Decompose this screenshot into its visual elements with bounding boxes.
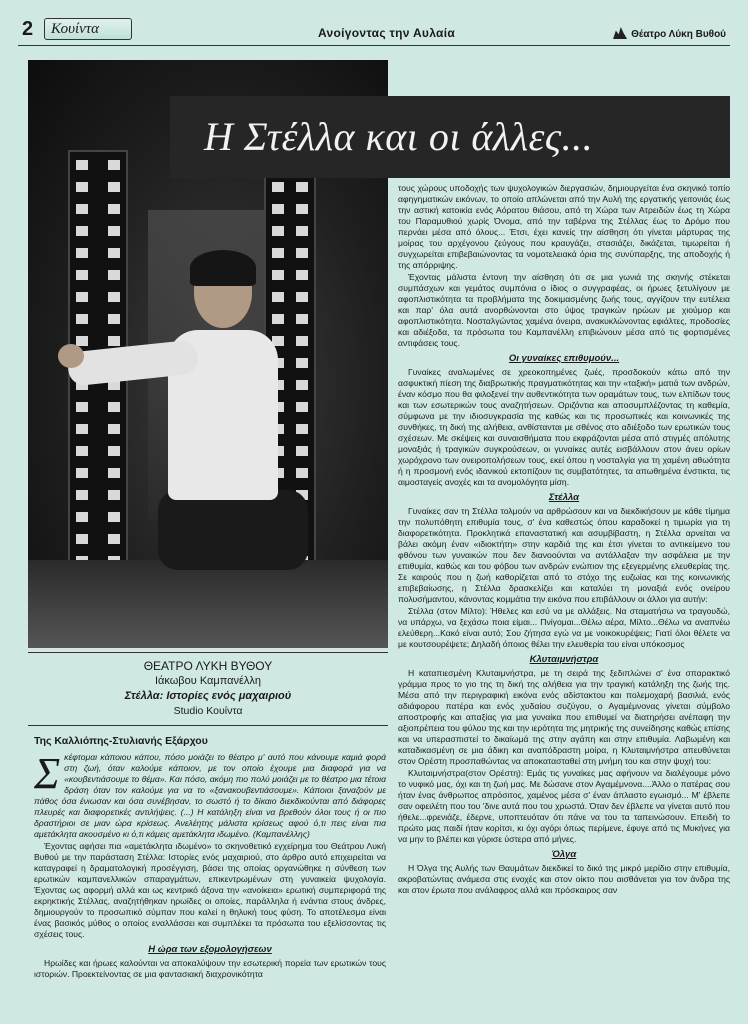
- subheading: Οι γυναίκες επιθυμούν...: [508, 353, 620, 364]
- film-perforation: [296, 336, 308, 346]
- actor-hair: [190, 250, 256, 286]
- film-perforation: [296, 358, 308, 368]
- film-perforation: [296, 402, 308, 412]
- film-perforation: [108, 336, 120, 346]
- film-perforation: [296, 314, 308, 324]
- actor-legs: [158, 490, 308, 570]
- film-perforation: [272, 270, 284, 280]
- quote-paragraph: Κλυταιμνήστρα(στον Ορέστη): Εμάς τις γυναίκες μας αφήνουν να διαλέγουμε μόνο το νυφικό μας, όχι και τη ζωή μας. Με δώσανε στον Αγαμέμνονα....Άλλο ο πατέρας σου ήταν ένας άνθρωπος απρόσιτος, χαμένος μέσα σ' έναν άπλαστο εγωισμό... Μ' έβλεπε σαν οφειλέτη που του 'δινε αυτά που του χρωστά. Όταν δεν έβλεπε να γίνεται αυτό που ήθελε...φρενιάζε, έδερνε, υποπτευόταν ότι πάνε να του τα ταπεινώσουν. Επειδή το πρώτο μας παιδί ήταν κορίτσι, κι όχι αγόρι όπως περίμενε, έφυγε από τις Μυκήνες για να μην το βλέπει και γύρισε ύστερα από μήνες.: [398, 768, 730, 844]
- film-perforation: [296, 424, 308, 434]
- film-perforation: [108, 270, 120, 280]
- credit-studio: Studio Κουίντα: [173, 705, 243, 717]
- theater-label: [613, 27, 726, 40]
- film-perforation: [76, 336, 88, 346]
- film-perforation: [272, 292, 284, 302]
- film-perforation: [296, 446, 308, 456]
- subheading: Κλυταιμνήστρα: [529, 654, 599, 665]
- film-perforation: [76, 314, 88, 324]
- film-perforation: [272, 182, 284, 192]
- quote-paragraph: Στέλλα (στον Μίλτο): Ήθελες και εσύ να με αλλάξεις. Να σταματήσω να τραγουδώ, να υπάρχω, να ξεχάσω ποια είμαι... Πνίγομαι...Θέλω αέρα, Μίλτο...Θέλω να αναπνέω ελεύθερη...Κακό είναι αυτό; Σου ζήτησα εγώ να με νοικοκυρέψεις; Γιατί όλοι θέλετε να με κουτσουρέψετε; Δηλαδή όποιος θέλει την ελευθερία του είναι υπόκοσμος: [398, 606, 730, 649]
- film-perforation: [108, 314, 120, 324]
- film-perforation: [108, 204, 120, 214]
- actor-hand: [58, 344, 84, 368]
- article-right-column: [398, 183, 730, 897]
- film-perforation: [76, 270, 88, 280]
- film-perforation: [272, 248, 284, 258]
- page-number: 2: [22, 18, 34, 40]
- paragraph: Έχοντας αφήσει πια «αμετάκλητα ιδωμένο» το σκηνοθετικό εγχείρημα του Θεάτρου Λυκή Βυθού με την παράσταση Στέλλα: Ιστορίες ενός μαχαιριού, στο άρθρο αυτό επιχειρείται να καταγραφεί η δραματολογική προσέγγιση, βάσει της οποίας οργανώθηκε η σύνθεση των ερωτικών καμπανελλικών σπαραγμάτων, επικεντρωμένων στη γυναικεία ψυχολογία. Έχοντας ως αφορμή αλλά και ως κεντρικό άξονα την «ανοίκεια» ερωτική συμπεριφορά της εκρηκτικής Στέλλας, αναζητήθηκαν ηρωίδες οι οποίες, παράλληλα ή ενάντια στους άνδρες, δημιουργούν το προσωπικό σύμπαν που καλεί η θηλυκή τους φύση. Το αποτέλεσμα είναι ένας βασικός μύθος ο οποίος εναλλάσσει και συμπλέκει τα πρόσωπα του εξελίσσοντας τις σχέσεις τους.: [34, 841, 386, 939]
- film-perforation: [76, 248, 88, 258]
- film-perforation: [296, 226, 308, 236]
- magazine-logo: Κουίντα: [44, 18, 132, 40]
- film-perforation: [296, 248, 308, 258]
- article-left-column: [34, 749, 386, 981]
- credit-theater: ΘΕΑΤΡΟ ΛΥΚΗ ΒΥΘΟΥ: [143, 659, 273, 673]
- paragraph: Η καταπιεσμένη Κλυταιμνήστρα, με τη σειρά της ξεδιπλώνει σ' ένα σπαρακτικό γράμμα προς το γιο της τη δική της αλήθεια για την τραγική κατάληξη της ζωής της. Μέσα από την περιγραφική εικόνα ενός αδίστακτου και πολεμοχαρή βασιλιά, ενός αδιάφορου πατέρα και ενός χυδαίου συζύγου, ο Αγαμέμνονας γίνεται σύμβολο αποστροφής και απαξίας για μια γυναίκα που επιθυμεί να διατηρήσει ανέπαφη την αξιοπρέπεια του φύλου της και την ιερότητα της μητρικής της συνείδησης καθώς επίσης και να υπερασπιστεί το δικαίωμά της στην αγάπη και στην επιθυμία. Λαβωμένη και καταδικασμένη σε μια άδικη και αναπόδραστη μοίρα, η Κλυταιμνήστρα απευθύνεται στον Ορέστη προσπαθώντας να αποκατασταθεί στη μνήμη του και στην ψυχή του:: [398, 668, 730, 766]
- film-perforation: [108, 424, 120, 434]
- credit-playwright: Ιάκωβου Καμπανέλλη: [154, 675, 262, 687]
- film-perforation: [272, 204, 284, 214]
- film-perforation: [76, 182, 88, 192]
- page-header: [18, 12, 730, 46]
- film-perforation: [108, 292, 120, 302]
- article-title: Η Στέλλα και οι άλλες...: [170, 96, 730, 178]
- intro-paragraph: [34, 749, 386, 840]
- film-perforation: [296, 380, 308, 390]
- film-perforation: [76, 160, 88, 170]
- film-perforation: [108, 182, 120, 192]
- film-perforation: [76, 468, 88, 478]
- subheading: Στέλλα: [548, 492, 580, 503]
- film-perforation: [108, 160, 120, 170]
- paragraph: τους χώρους υποδοχής των ψυχολογικών διεργασιών, δημιουργείται ένα σκηνικό τοπίο αφηγηματικών εικόνων, το οποίο απλώνεται από την Αυλή της εργατικής γειτονιάς έως την αστική κατοικία ενός Αόρατου θιάσου, από τη Χώρα των Ατρειδών έως τη Χώρα του Παραμυθιού χωρίς Όνομα, από την ταβέρνα της Στέλλας έως το Δρόμο που περνάει μέσα από όλους... Έτσι, έχει κανείς την αίσθηση ότι γίνεται μάρτυρας της μοίρας του αρχέγονου ζεύγους που κραυγάζει, στασιάζει, δικάζεται, τιμωρείται ή συγχωρείται επιβεβαιώνοντας τα νομοτελειακά όρια της συνύπαρξης, της αποδοχής ή της απόρριψης.: [398, 183, 730, 270]
- film-perforation: [76, 204, 88, 214]
- film-perforation: [108, 248, 120, 258]
- theater-name: Θέατρο Λύκη Βυθού: [631, 29, 726, 40]
- film-perforation: [108, 446, 120, 456]
- subheading: Όλγα: [551, 849, 577, 860]
- film-perforation: [296, 292, 308, 302]
- film-perforation: [296, 182, 308, 192]
- intro-text: κέφτομαι κάποιου κάπου, πόσο μοιάζει το θέατρο μ' αυτό που κάνουμε καμιά φορά στη ζωή, όταν καλούμε κάποιον, με τον οποίο έχουμε μια διαφορά για να «κουβεντιάσουμε το θέμα». Και πόσο, ακόμη πιο πολύ μοιάζει με το θέατρο μια τέτοια δράση όταν τον καλούμε για να το «ξανακουβεντιάσουμε». Κάποιοι ξαναζούν με πάθος όσα ένιωσαν και όσα συνέβησαν, το σωστό ή το δίκαιο διεκδικούνται από διάφορες πλευρές και διαφορετικές αντιλήψεις. (...) Η κατάληξη είναι να βρεθούν όλοι τους ή οι πιο δραστήριοι σε μιαν ώρα κρίσεως. Ανελέητης μάλιστα κρίσεως αφού ό,τι πεις είναι πια αμετάκλητα ακουσμένο κι ό,τι κάμεις αμετάκλητα ιδωμένο. (Καμπανέλλης): [34, 752, 386, 839]
- section-title: Ανοίγοντας την Αυλαία: [318, 26, 456, 40]
- stage-floor: [28, 560, 388, 648]
- film-perforation: [272, 226, 284, 236]
- film-perforation: [108, 490, 120, 500]
- film-perforation: [108, 226, 120, 236]
- article-author: Της Καλλιόπης-Στυλιανής Εξάρχου: [34, 735, 208, 747]
- ship-icon: [613, 27, 627, 39]
- credit-play: Στέλλα: Ιστορίες ενός μαχαιριού: [124, 690, 292, 702]
- film-perforation: [76, 424, 88, 434]
- film-perforation: [296, 468, 308, 478]
- paragraph: Έχοντας μάλιστα έντονη την αίσθηση ότι σε μια γωνιά της σκηνής στέκεται συμπάσχων και γεμάτος συμπόνια ο ίδιος ο συγγραφέας, οι ήρωες ξετυλίγουν με αφοπλιστικότητα τα προβλήματα της δοκιμασμένης ζωής τους, αγγίζουν την ευτέλεια και παρ' όλα αυτά ανορθώνονται στο ύψος τραγικών ηρώων με χιούμορ και αφοπλιστικότητα. Νοσταλγώντας χαμένα όνειρα, ανακυκλώνοντας εφιάλτες, προδοσίες και αδιέξοδα, τα πρόσωπα του Καμπανέλλη επιβιώνουν μέσα από τις φορτισμένες αντιφάσεις τους.: [398, 272, 730, 348]
- film-perforation: [76, 534, 88, 544]
- film-perforation: [108, 468, 120, 478]
- film-perforation: [296, 270, 308, 280]
- film-perforation: [76, 490, 88, 500]
- film-perforation: [296, 204, 308, 214]
- film-perforation: [76, 512, 88, 522]
- subheading: Η ώρα των εξομολογήσεων: [148, 944, 272, 955]
- paragraph: Γυναίκες αναλωμένες σε χρεοκοπημένες ζωές, προσδοκούν κάτω από την ασφυκτική πίεση της διαβρωτικής πραγματικότητας και την «ταξική» ματιά των ανδρών, έναν κόσμο που θα φιλοξενεί την αυθεντικότητα των οραμάτων τους, των ελπίδων τους και των εσωτερικών τους αναζητήσεων. Οριζόντια και αποσυμπλέζοντας τη καθεμία, σύμφωνα με την ιδιοσυγκρασία της καθώς και τις προσωπικές και κοινωνικές της συνθήκες, τη δική της αλήθεια, ανθίστανται με σθένος στο αδιέξοδο των ερωτικών τους σχέσεων. Με σκέψεις και συναισθήματα που εκφράζονται μέσα από στιγμές απόλυτης μοναξιάς ή τραγικών συγκρούσεων, οι γυναίκες αυτές εισβάλλουν στον άνευ ορίων χωρόχρονο των ονειροπολήσεων τους, εκεί όπου η νοσταλγία για τη χαμένη αθωότητα ή η προσμονή ενός ιδανικού εκτοπίζουν τις συμβατότητες, τα απωθημένα ένστικτα, τις αιμοσταγείς ανοχές και τα ανομολόγητα μίση.: [398, 367, 730, 487]
- film-perforation: [76, 226, 88, 236]
- paragraph: Γυναίκες σαν τη Στέλλα τολμούν να αρθρώσουν και να διεκδικήσουν με κάθε τίμημα την πολυπόθητη επιθυμία τους, σ' ένα καθεστώς όπου καραδοκεί η τιμωρία για τη διαφορετικότητα. Προκλητικά επαναστατική και ασυμβίβαστη, η Στέλλα αρνείται να βάλει ακόμη έναν «ιδιοκτήτη» στην καρδιά της και έτσι γίνεται το αντικείμενο του φθόνου των γυναικών που δεν διανοούνται να αντάλλαξαν την ασφάλεια με την επιθυμία, καθώς και του φόβου των ανδρών ενώπιον της εξεγερμένης ελευθερίας της. Σε καιρούς που η ζωή καθορίζεται από το στόχο της ευζωίας και της κοινωνικής επιβεβαίωσης, η Στέλλα δρασκελίζει και καταλύει τη μοναξιά ενός ονείρου πολυσήμαντου, κάνοντας κομμάτια την εικόνα που επιβάλλουν οι άλλοι για αυτήν:: [398, 506, 730, 604]
- paragraph: Η Όλγα της Αυλής των Θαυμάτων διεκδικεί το δικό της μικρό μερίδιο στην επιθυμία, ακροβατώντας ανάμεσα στις ενοχές και στον οίκτο που αισθάνεται για τον άνδρα της και στον έρωτα που ανάλαφρος αλλά και πρόσκαιρος σαν: [398, 863, 730, 895]
- film-perforation: [108, 512, 120, 522]
- film-perforation: [76, 292, 88, 302]
- film-perforation: [76, 446, 88, 456]
- paragraph: Ηρωίδες και ήρωες καλούνται να αποκαλύψουν την εσωτερική πορεία των ερωτικών τους ιστοριών. Προεκτείνοντας σε μια φαντασιακή διαχρονικότητα: [34, 958, 386, 979]
- drop-cap: Σ: [34, 749, 61, 798]
- film-perforation: [108, 402, 120, 412]
- film-perforation: [76, 402, 88, 412]
- production-credits: [28, 652, 388, 726]
- film-perforation: [108, 534, 120, 544]
- film-perforation: [272, 314, 284, 324]
